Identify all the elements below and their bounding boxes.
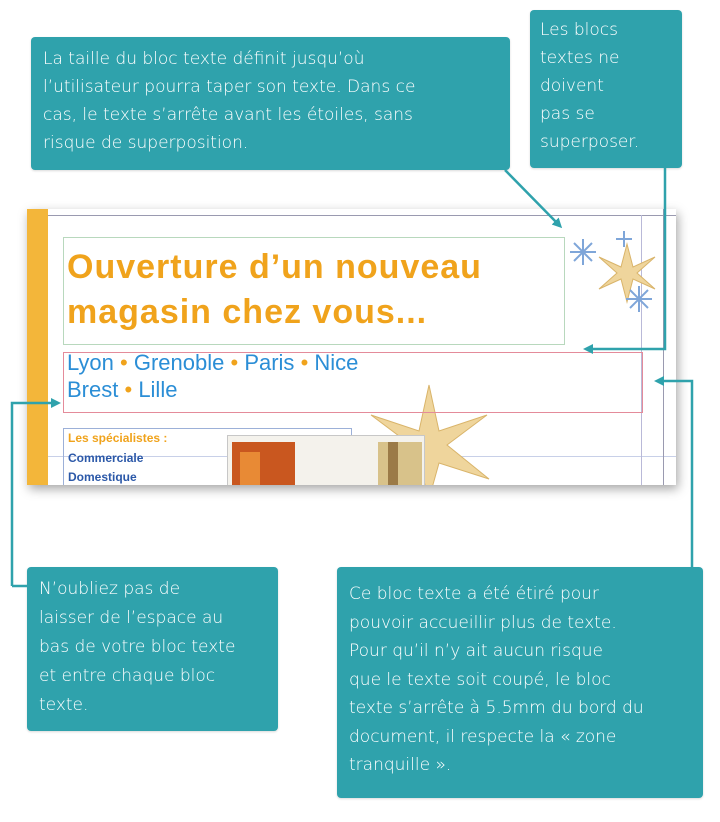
callout-text: N’oubliez pas de laisser de l’espace au bas de votre bloc texte et entre chaque bloc texte. [39, 579, 236, 715]
arrow-to-stars [505, 170, 560, 226]
city: Lyon [67, 350, 114, 375]
callout-text: La taille du bloc texte définit jusqu’où l’utilisateur pourra taper son texte. Dans ce cas, le texte s’arrête avant les étoiles, sans risque de superposition. [43, 49, 416, 153]
callout-text: Les blocs textes ne doivent pas se superposer. [540, 20, 640, 152]
separator-dot: • [300, 350, 309, 375]
separator-dot: • [120, 350, 128, 375]
arrow-to-quiet-zone [657, 381, 692, 567]
arrow-to-cities-block [12, 403, 58, 586]
specialists-heading: Les spécialistes : [68, 431, 168, 445]
city: Lille [138, 377, 178, 402]
separator-dot: • [124, 377, 133, 402]
arrow-to-title-block [586, 168, 665, 349]
city: Nice [314, 350, 359, 375]
city: Paris [244, 350, 295, 375]
specialist-item: Commerciale [68, 451, 144, 465]
specialist-item: Domestique [68, 470, 137, 484]
city: Brest [67, 377, 119, 402]
separator-dot: • [230, 350, 239, 375]
city: Grenoble [133, 350, 225, 375]
document-title: Ouverture d’un nouveau magasin chez vous... [67, 248, 482, 331]
callout-text: Ce bloc texte a été étiré pour pouvoir accueillir plus de texte. Pour qu’il n’y ait aucun risque que le texte soit coupé, le bloc texte s’arrête à 5.5mm du bord du document, il respecte la « zone tranquille ». [349, 584, 644, 775]
